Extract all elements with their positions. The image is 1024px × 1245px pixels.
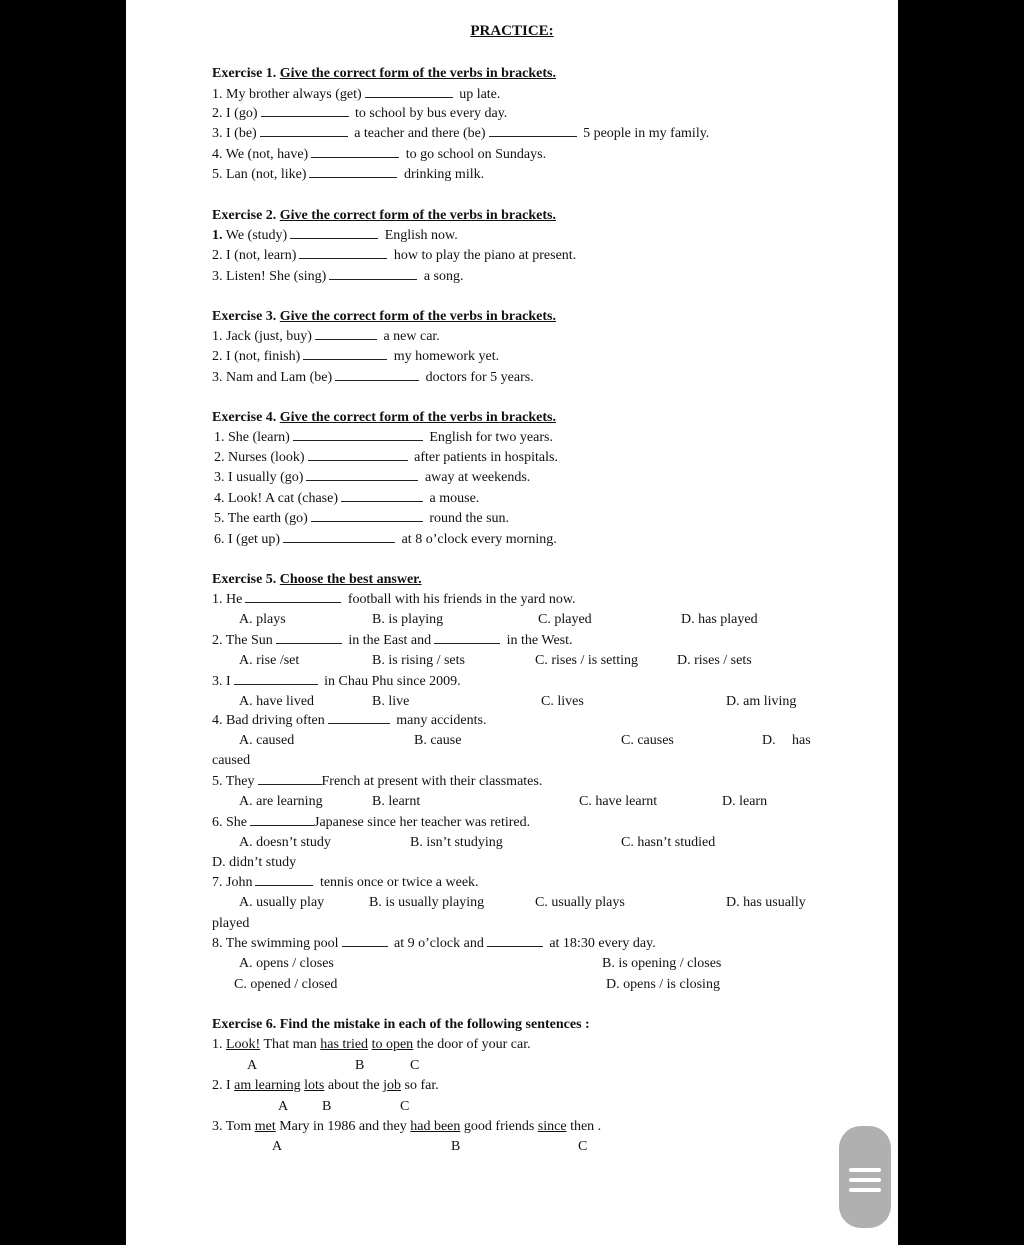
s1-marker-b: B: [355, 1058, 365, 1073]
q7-option-d-continued: played: [212, 916, 250, 931]
s3-marker-a: A: [272, 1139, 283, 1154]
ex5-question-4: 4. Bad driving often many accidents.: [212, 713, 487, 728]
q7-option-d: D. has usually: [726, 895, 806, 910]
s2-marker-c: C: [400, 1099, 410, 1114]
q4-option-d: D.: [762, 733, 776, 748]
ex4-item-1: 1. She (learn) English for two years.: [214, 430, 553, 445]
q6-option-c: C. hasn’t studied: [621, 835, 716, 850]
q7-option-c: C. usually plays: [535, 895, 625, 910]
page-title: PRACTICE:: [470, 23, 554, 39]
q6-option-d: D. didn’t study: [212, 855, 297, 870]
ex4-item-5: 5. The earth (go) round the sun.: [214, 511, 510, 526]
q2-option-d: D. rises / sets: [677, 653, 752, 668]
q1-option-b: B. is playing: [372, 612, 444, 627]
ex5-question-7: 7. John tennis once or twice a week.: [212, 875, 479, 890]
ex5-question-2: 2. The Sun in the East and in the West.: [212, 633, 573, 648]
q6-option-a: A. doesn’t study: [239, 835, 331, 850]
q1-option-d: D. has played: [681, 612, 758, 627]
q2-option-a: A. rise /set: [239, 653, 300, 668]
q7-option-a: A. usually play: [239, 895, 325, 910]
s1-marker-c: C: [410, 1058, 420, 1073]
ex1-item-3: 3. I (be) a teacher and there (be) 5 people in my family.: [212, 126, 710, 141]
q4-option-a: A. caused: [239, 733, 295, 748]
q8-option-d: D. opens / is closing: [606, 977, 720, 992]
ex4-item-4: 4. Look! A cat (chase) a mouse.: [214, 491, 480, 506]
exercise-2-heading: Exercise 2. Give the correct form of the verbs in brackets.: [212, 208, 556, 223]
s3-marker-b: B: [451, 1139, 461, 1154]
q3-option-c: C. lives: [541, 694, 584, 709]
q5-option-d: D. learn: [722, 794, 768, 809]
q5-option-c: C. have learnt: [579, 794, 658, 809]
ex3-item-1: 1. Jack (just, buy) a new car.: [212, 329, 440, 344]
ex1-item-1: 1. My brother always (get) up late.: [212, 87, 501, 102]
ex5-question-5: 5. They French at present with their classmates.: [212, 774, 543, 789]
s3-marker-c: C: [578, 1139, 588, 1154]
ex5-question-3: 3. I in Chau Phu since 2009.: [212, 674, 461, 689]
q4-option-d-continued: caused: [212, 753, 251, 768]
q8-option-b: B. is opening / closes: [602, 956, 722, 971]
q3-option-a: A. have lived: [239, 694, 315, 709]
q7-option-b: B. is usually playing: [369, 895, 485, 910]
s2-marker-a: A: [278, 1099, 289, 1114]
q5-option-a: A. are learning: [239, 794, 323, 809]
q2-option-b: B. is rising / sets: [372, 653, 465, 668]
q8-option-a: A. opens / closes: [239, 956, 334, 971]
document-page: [126, 0, 898, 1245]
ex4-item-6: 6. I (get up) at 8 o’clock every morning.: [214, 532, 557, 547]
s2-marker-b: B: [322, 1099, 332, 1114]
ex1-item-4: 4. We (not, have) to go school on Sundays.: [212, 147, 547, 162]
scroll-handle[interactable]: [839, 1126, 891, 1228]
grip-line-icon: [849, 1168, 881, 1172]
ex3-item-2: 2. I (not, finish) my homework yet.: [212, 349, 500, 364]
q4-option-d-text: has: [792, 733, 811, 748]
exercise-5-heading: Exercise 5. Choose the best answer.: [212, 572, 422, 587]
q6-option-b: B. isn’t studying: [410, 835, 503, 850]
ex4-item-2: 2. Nurses (look) after patients in hospitals.: [214, 450, 558, 465]
q1-option-c: C. played: [538, 612, 592, 627]
ex5-question-8: 8. The swimming pool at 9 o’clock and at 18:30 every day.: [212, 936, 656, 951]
grip-line-icon: [849, 1178, 881, 1182]
exercise-4-heading: Exercise 4. Give the correct form of the verbs in brackets.: [212, 410, 556, 425]
exercise-1-heading: Exercise 1. Give the correct form of the verbs in brackets.: [212, 66, 556, 81]
q3-option-d: D. am living: [726, 694, 797, 709]
ex1-item-5: 5. Lan (not, like) drinking milk.: [212, 167, 485, 182]
exercise-3-heading: Exercise 3. Give the correct form of the verbs in brackets.: [212, 309, 556, 324]
q8-option-c: C. opened / closed: [234, 977, 338, 992]
ex5-question-1: 1. He football with his friends in the yard now.: [212, 592, 576, 607]
ex6-sentence-3: 3. Tom met Mary in 1986 and they had been good friends since then .: [212, 1119, 602, 1134]
ex2-item-1: 1. We (study) English now.: [212, 228, 458, 243]
q1-option-a: A. plays: [239, 612, 286, 627]
ex5-question-6: 6. She Japanese since her teacher was retired.: [212, 815, 531, 830]
q4-option-c: C. causes: [621, 733, 674, 748]
exercise-6-heading: Exercise 6. Find the mistake in each of the following sentences :: [212, 1017, 590, 1032]
q2-option-c: C. rises / is setting: [535, 653, 639, 668]
grip-line-icon: [849, 1188, 881, 1192]
s1-marker-a: A: [247, 1058, 258, 1073]
ex6-sentence-1: 1. Look! That man has tried to open the door of your car.: [212, 1037, 531, 1052]
ex2-item-3: 3. Listen! She (sing) a song.: [212, 269, 464, 284]
ex2-item-2: 2. I (not, learn) how to play the piano at present.: [212, 248, 577, 263]
q4-option-b: B. cause: [414, 733, 462, 748]
q5-option-b: B. learnt: [372, 794, 421, 809]
ex3-item-3: 3. Nam and Lam (be) doctors for 5 years.: [212, 370, 534, 385]
ex6-sentence-2: 2. I am learning lots about the job so far.: [212, 1078, 439, 1093]
q3-option-b: B. live: [372, 694, 410, 709]
ex4-item-3: 3. I usually (go) away at weekends.: [214, 470, 531, 485]
ex1-item-2: 2. I (go) to school by bus every day.: [212, 106, 508, 121]
